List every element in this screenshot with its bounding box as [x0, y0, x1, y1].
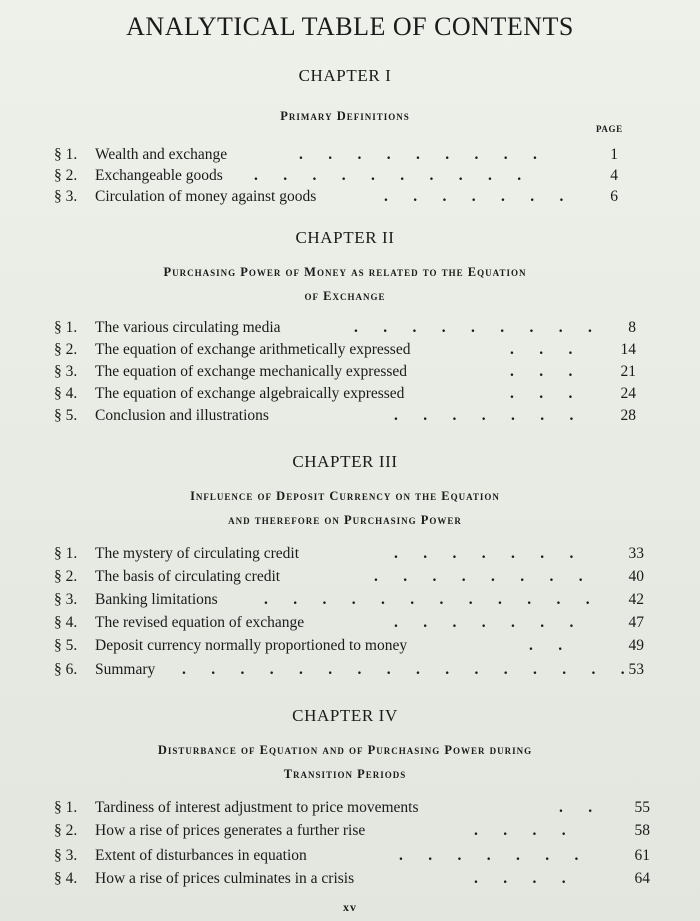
- toc-entry[interactable]: [54, 384, 654, 404]
- toc-entry[interactable]: [54, 406, 654, 426]
- leader-dots: . . .: [510, 363, 574, 380]
- chapter-heading: CHAPTER III: [292, 452, 398, 471]
- leader-dots: . . . . . . .: [394, 545, 575, 562]
- page-column-label: PAGE: [596, 124, 623, 134]
- section-title: The various circulating media: [95, 319, 281, 336]
- folio-page-number: xv: [343, 900, 357, 914]
- section-title: The equation of exchange algebraically expressed: [95, 385, 405, 402]
- page-number: 8: [628, 319, 636, 336]
- leader-dots: . . . . . . .: [394, 614, 575, 631]
- section-title: Exchangeable goods: [95, 167, 223, 184]
- chapter-subtitle-line: and therefore on Purchasing Power: [228, 513, 462, 527]
- section-title: The equation of exchange arithmetically expressed: [95, 341, 411, 358]
- section-title: The revised equation of exchange: [95, 614, 305, 631]
- leader-dots: . . . .: [474, 822, 567, 839]
- section-number: § 3.: [54, 363, 78, 380]
- page-number: 28: [620, 407, 636, 424]
- section-title: The equation of exchange mechanically expressed: [95, 363, 408, 380]
- page-number: 33: [628, 545, 644, 562]
- page-number: 14: [620, 341, 636, 358]
- page-number: 64: [634, 870, 650, 887]
- page-number: 61: [634, 847, 650, 864]
- toc-entry[interactable]: [54, 567, 654, 587]
- leader-dots: . . . .: [474, 870, 567, 887]
- section-number: § 4.: [54, 870, 78, 887]
- section-number: § 4.: [54, 385, 78, 402]
- toc-entry[interactable]: [54, 636, 654, 656]
- chapter-subtitle: [0, 260, 690, 308]
- page-number: 58: [634, 822, 650, 839]
- section-number: § 5.: [54, 407, 78, 424]
- page-number: 55: [634, 799, 650, 816]
- section-title: Deposit currency normally proportioned to money: [95, 637, 408, 654]
- page-number: 21: [620, 363, 636, 380]
- toc-entry[interactable]: [54, 544, 654, 564]
- chapter-heading: CHAPTER IV: [292, 706, 398, 725]
- section-number: § 3.: [54, 847, 78, 864]
- section-title: Wealth and exchange: [95, 146, 228, 163]
- chapter-subtitle-line: Purchasing Power of Money as related to the Equation: [163, 265, 527, 279]
- page-number: 53: [628, 661, 644, 678]
- toc-entry[interactable]: [54, 590, 654, 610]
- toc-entry[interactable]: [54, 340, 654, 360]
- page-number: 49: [628, 637, 644, 654]
- leader-dots: . . . . . . . . . . . . . . . .: [182, 661, 626, 678]
- toc-entry[interactable]: [54, 821, 654, 841]
- section-number: § 2.: [54, 568, 78, 585]
- toc-entry[interactable]: [54, 846, 654, 866]
- leader-dots: . . .: [510, 341, 574, 358]
- section-number: § 4.: [54, 614, 78, 631]
- chapter-heading: CHAPTER II: [295, 228, 395, 247]
- leader-dots: . . . . . . .: [394, 407, 575, 424]
- leader-dots: . .: [559, 799, 594, 816]
- chapter-subtitle-line: of Exchange: [304, 289, 386, 303]
- leader-dots: . . . . . . . .: [374, 568, 584, 585]
- page-number: 24: [620, 385, 636, 402]
- section-number: § 2.: [54, 822, 78, 839]
- toc-entry[interactable]: [54, 869, 654, 889]
- leader-dots: . .: [529, 637, 564, 654]
- chapter-subtitle-line: Transition Periods: [283, 767, 407, 781]
- page-number: 1: [610, 146, 618, 163]
- section-number: § 2.: [54, 167, 78, 184]
- page-number: 42: [628, 591, 644, 608]
- section-number: § 6.: [54, 661, 78, 678]
- section-number: § 3.: [54, 188, 78, 205]
- page-number: 6: [610, 188, 618, 205]
- section-number: § 5.: [54, 637, 78, 654]
- toc-entry[interactable]: [54, 660, 654, 680]
- section-number: § 1.: [54, 545, 78, 562]
- leader-dots: . . . . . . . . . .: [254, 167, 523, 184]
- section-title: The basis of circulating credit: [95, 568, 281, 585]
- chapter-subtitle: [0, 104, 690, 128]
- leader-dots: . . . . . . . . .: [299, 146, 538, 163]
- page-number: 40: [628, 568, 644, 585]
- toc-entry[interactable]: [54, 187, 654, 207]
- section-title: Conclusion and illustrations: [95, 407, 269, 424]
- chapter-subtitle: [0, 738, 690, 786]
- page-number: 47: [628, 614, 644, 631]
- section-number: § 2.: [54, 341, 78, 358]
- chapter-subtitle: [0, 484, 690, 532]
- section-title: Summary: [95, 661, 156, 678]
- section-number: § 3.: [54, 591, 78, 608]
- toc-entry[interactable]: [54, 318, 654, 338]
- toc-entry[interactable]: [54, 798, 654, 818]
- leader-dots: . . . . . . .: [384, 188, 565, 205]
- section-title: The mystery of circulating credit: [95, 545, 300, 562]
- chapter-subtitle-line: Primary Definitions: [280, 109, 410, 123]
- page-title: ANALYTICAL TABLE OF CONTENTS: [126, 12, 574, 41]
- section-title: Banking limitations: [95, 591, 218, 608]
- section-number: § 1.: [54, 799, 78, 816]
- page-number: 4: [610, 167, 618, 184]
- section-title: Extent of disturbances in equation: [95, 847, 307, 864]
- section-title: How a rise of prices generates a further rise: [95, 822, 366, 839]
- chapter-heading: CHAPTER I: [298, 66, 392, 85]
- leader-dots: . . . . . . . . .: [354, 319, 593, 336]
- leader-dots: . . . . . . .: [399, 847, 580, 864]
- section-title: Circulation of money against goods: [95, 188, 317, 205]
- toc-entry[interactable]: [54, 166, 654, 186]
- section-title: Tardiness of interest adjustment to price movements: [95, 799, 419, 816]
- chapter-subtitle-line: Influence of Deposit Currency on the Equation: [190, 489, 500, 503]
- section-number: § 1.: [54, 319, 78, 336]
- section-number: § 1.: [54, 146, 78, 163]
- section-title: How a rise of prices culminates in a crisis: [95, 870, 355, 887]
- toc-entry[interactable]: [54, 613, 654, 633]
- toc-entry[interactable]: [54, 362, 654, 382]
- leader-dots: . . .: [510, 385, 574, 402]
- chapter-subtitle-line: Disturbance of Equation and of Purchasing Power during: [157, 743, 533, 757]
- toc-entry[interactable]: [54, 145, 654, 165]
- leader-dots: . . . . . . . . . . . .: [264, 591, 591, 608]
